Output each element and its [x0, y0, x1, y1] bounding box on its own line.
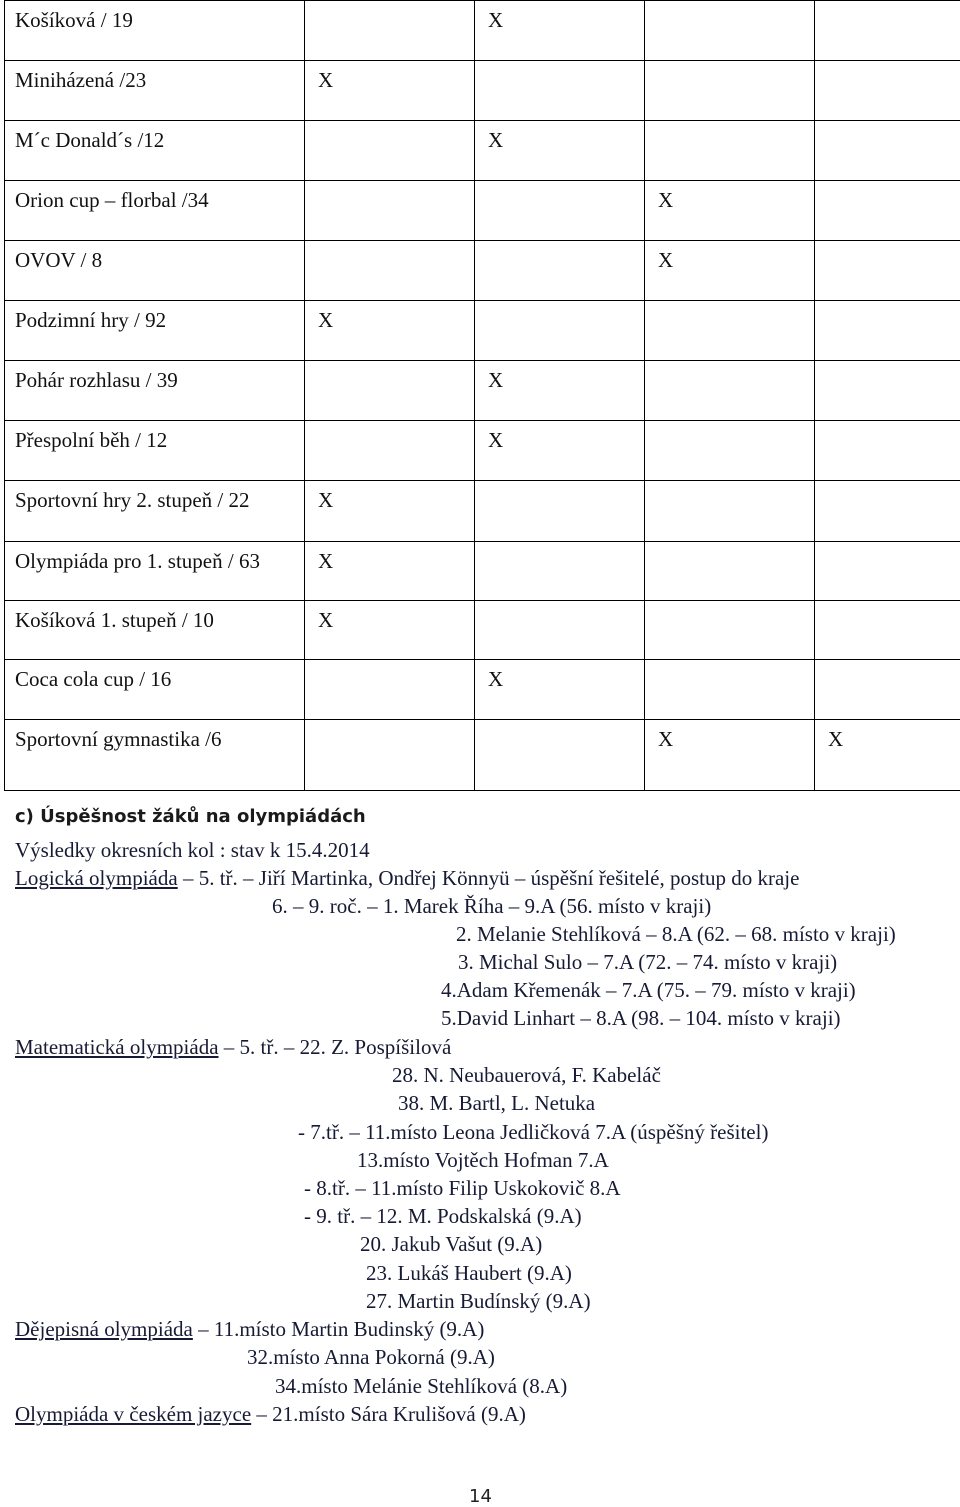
- mark-col-4: X: [815, 720, 960, 791]
- mark-col-3: [645, 601, 815, 660]
- table-row: [5, 61, 960, 121]
- mark-col-3: [645, 301, 815, 361]
- cesky-jazyk-line-1-rest: – 21.místo Sára Krulišová (9.A): [251, 1402, 526, 1426]
- mark-col-2: [475, 61, 645, 121]
- matematicka-line-9: 23. Lukáš Haubert (9.A): [366, 1261, 572, 1285]
- dejepisna-line-2: 32.místo Anna Pokorná (9.A): [247, 1345, 495, 1369]
- mark-col-1: X: [305, 481, 475, 542]
- mark-col-3: [645, 1, 815, 61]
- matematicka-line-4: - 7.tř. – 11.místo Leona Jedličková 7.A (úspěšný řešitel): [298, 1120, 769, 1144]
- table-row: [5, 601, 960, 660]
- mark-col-4: [815, 121, 960, 181]
- mark-col-1: [305, 241, 475, 301]
- competition-name: Miniházená /23: [5, 61, 305, 121]
- matematicka-line-10: 27. Martin Budínský (9.A): [366, 1289, 591, 1313]
- mark-col-3: [645, 61, 815, 121]
- matematicka-line-8: 20. Jakub Vašut (9.A): [360, 1232, 543, 1256]
- mark-col-1: X: [305, 301, 475, 361]
- matematicka-line-2: 28. N. Neubauerová, F. Kabeláč: [392, 1063, 661, 1087]
- cesky-jazyk-line-1: [15, 1401, 526, 1427]
- matematicka-line-1-rest: – 5. tř. – 22. Z. Pospíšilová: [218, 1035, 452, 1059]
- table-row: [5, 1, 960, 61]
- mark-col-4: [815, 301, 960, 361]
- mark-col-3: [645, 121, 815, 181]
- table-row: [5, 421, 960, 481]
- logicka-line-1-rest: – 5. tř. – Jiří Martinka, Ondřej Könnyü – úspěšní řešitelé, postup do kraje: [177, 866, 800, 890]
- competition-name: Podzimní hry / 92: [5, 301, 305, 361]
- matematicka-line-7: - 9. tř. – 12. M. Podskalská (9.A): [304, 1204, 582, 1228]
- matematicka-title: Matematická olympiáda: [15, 1035, 219, 1059]
- mark-col-1: X: [305, 542, 475, 601]
- competition-name: Pohár rozhlasu / 39: [5, 361, 305, 421]
- competition-name: Košíková 1. stupeň / 10: [5, 601, 305, 660]
- competition-name: M´c Donald´s /12: [5, 121, 305, 181]
- table-row: [5, 660, 960, 720]
- page-number: 14: [469, 1486, 492, 1507]
- table-row: [5, 301, 960, 361]
- mark-col-3: [645, 421, 815, 481]
- mark-col-1: [305, 421, 475, 481]
- competition-name: OVOV / 8: [5, 241, 305, 301]
- mark-col-2: [475, 241, 645, 301]
- mark-col-4: [815, 61, 960, 121]
- dejepisna-line-3: 34.místo Melánie Stehlíková (8.A): [275, 1374, 568, 1398]
- mark-col-4: [815, 601, 960, 660]
- dejepisna-title: Dějepisná olympiáda: [15, 1317, 193, 1341]
- dejepisna-line-1-rest: – 11.místo Martin Budinský (9.A): [192, 1317, 485, 1341]
- mark-col-4: [815, 181, 960, 241]
- table-row: [5, 121, 960, 181]
- mark-col-2: [475, 542, 645, 601]
- competition-name: Olympiáda pro 1. stupeň / 63: [5, 542, 305, 601]
- mark-col-2: X: [475, 421, 645, 481]
- competition-name: Přespolní běh / 12: [5, 421, 305, 481]
- logicka-line-2: 6. – 9. roč. – 1. Marek Říha – 9.A (56. místo v kraji): [272, 894, 712, 918]
- mark-col-3: [645, 481, 815, 542]
- logicka-line-4: 3. Michal Sulo – 7.A (72. – 74. místo v kraji): [458, 950, 838, 974]
- table-row: [5, 542, 960, 601]
- mark-col-3: X: [645, 241, 815, 301]
- table-row: [5, 361, 960, 421]
- mark-col-4: [815, 1, 960, 61]
- mark-col-2: [475, 301, 645, 361]
- mark-col-2: [475, 181, 645, 241]
- competition-name: Orion cup – florbal /34: [5, 181, 305, 241]
- competition-name: Sportovní gymnastika /6: [5, 720, 305, 791]
- section-heading: c) Úspěšnost žáků na olympiádách: [15, 806, 366, 827]
- mark-col-4: [815, 241, 960, 301]
- mark-col-1: [305, 361, 475, 421]
- mark-col-2: [475, 720, 645, 791]
- mark-col-2: X: [475, 121, 645, 181]
- mark-col-3: [645, 542, 815, 601]
- mark-col-4: [815, 421, 960, 481]
- results-intro: Výsledky okresních kol : stav k 15.4.2014: [15, 838, 370, 862]
- mark-col-4: [815, 660, 960, 720]
- logicka-line-5: 4.Adam Křemenák – 7.A (75. – 79. místo v kraji): [441, 978, 856, 1002]
- mark-col-2: X: [475, 1, 645, 61]
- mark-col-3: [645, 361, 815, 421]
- matematicka-line-6: - 8.tř. – 11.místo Filip Uskokovič 8.A: [304, 1176, 621, 1200]
- table-row: [5, 720, 960, 791]
- competition-name: Košíková / 19: [5, 1, 305, 61]
- matematicka-line-5: 13.místo Vojtěch Hofman 7.A: [357, 1148, 609, 1172]
- matematicka-line-1: [15, 1034, 451, 1060]
- mark-col-1: [305, 1, 475, 61]
- logicka-line-6: 5.David Linhart – 8.A (98. – 104. místo v kraji): [441, 1006, 841, 1030]
- competition-name: Coca cola cup / 16: [5, 660, 305, 720]
- mark-col-1: [305, 121, 475, 181]
- mark-col-1: [305, 660, 475, 720]
- competition-name: Sportovní hry 2. stupeň / 22: [5, 481, 305, 542]
- mark-col-1: [305, 720, 475, 791]
- table-row: [5, 181, 960, 241]
- mark-col-3: [645, 660, 815, 720]
- mark-col-2: X: [475, 660, 645, 720]
- mark-col-2: [475, 481, 645, 542]
- mark-col-4: [815, 542, 960, 601]
- matematicka-line-3: 38. M. Bartl, L. Netuka: [398, 1091, 596, 1115]
- cesky-jazyk-title: Olympiáda v českém jazyce: [15, 1402, 252, 1426]
- mark-col-3: X: [645, 181, 815, 241]
- mark-col-2: [475, 601, 645, 660]
- sports-competitions-table: [4, 0, 960, 791]
- mark-col-4: [815, 481, 960, 542]
- logicka-line-1: [15, 865, 799, 891]
- table-row: [5, 481, 960, 542]
- dejepisna-line-1: [15, 1316, 484, 1342]
- logicka-line-3: 2. Melanie Stehlíková – 8.A (62. – 68. místo v kraji): [456, 922, 896, 946]
- mark-col-1: X: [305, 601, 475, 660]
- logicka-title: Logická olympiáda: [15, 866, 178, 890]
- table-row: [5, 241, 960, 301]
- mark-col-1: X: [305, 61, 475, 121]
- mark-col-1: [305, 181, 475, 241]
- mark-col-3: X: [645, 720, 815, 791]
- mark-col-2: X: [475, 361, 645, 421]
- mark-col-4: [815, 361, 960, 421]
